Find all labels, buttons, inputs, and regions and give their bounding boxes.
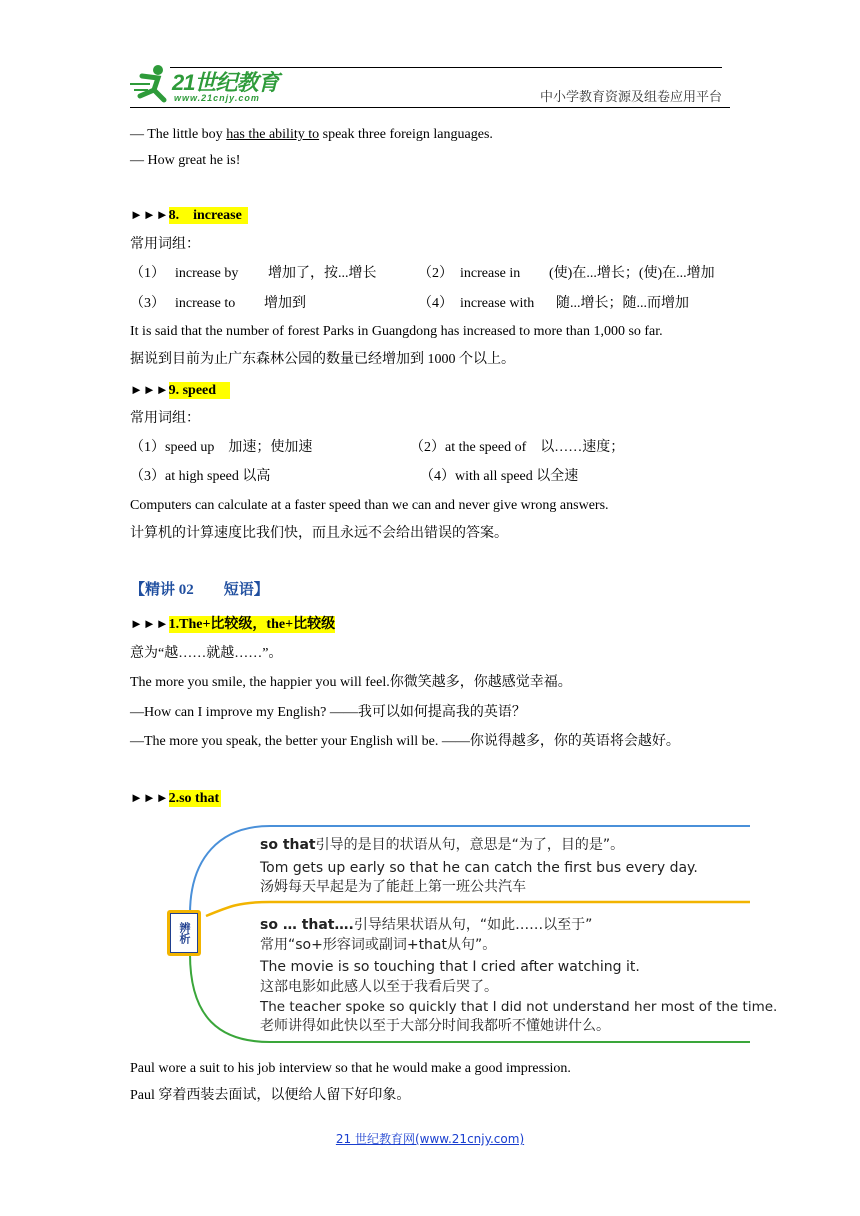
intro-line-1-post: speak three foreign languages. <box>319 127 493 142</box>
branch1-keyword: so that <box>260 837 316 853</box>
item9-p3: （3）at high speed 以高 <box>130 469 271 484</box>
item8-p4-en: increase with <box>460 296 535 311</box>
phrase2-heading <box>130 789 221 808</box>
item8-title: 8. increase <box>169 207 248 224</box>
item8-p1-num: （1） <box>130 266 165 281</box>
intro-line-1 <box>130 126 493 144</box>
logo-sub-text: www.21cnjy.com <box>174 93 260 103</box>
branch2-line3: The movie is so touching that I cried after watching it. <box>260 959 640 975</box>
item9-example-cn: 计算机的计算速度比我们快，而且永远不会给出错误的答案。 <box>130 526 508 541</box>
mind-map <box>160 818 778 1048</box>
phrase1-meaning: 意为“越……就越……”。 <box>130 646 283 661</box>
phrase2-example-en: Paul wore a suit to his job interview so that he would make a good impression. <box>130 1061 571 1076</box>
item8-p1-en: increase by <box>175 266 239 281</box>
item9-title: 9. speed <box>169 382 230 399</box>
item8-phrases-label: 常用词组： <box>130 237 200 252</box>
mind-center-label: 辨析 <box>178 922 191 944</box>
item8-p1-cn: 增加了，按...增长 <box>268 266 377 281</box>
item8-example-en: It is said that the number of forest Parks in Guangdong has increased to more than 1,000 so far. <box>130 324 663 339</box>
mind-center-node <box>167 910 201 956</box>
intro-line-2: — How great he is! <box>130 153 241 168</box>
branch2-line5: The teacher spoke so quickly that I did not understand her most of the time. <box>260 999 778 1015</box>
footer <box>0 1130 860 1148</box>
item8-p3-en: increase to <box>175 296 236 311</box>
branch1-line1 <box>260 836 624 855</box>
item8-p3-num: （3） <box>130 296 165 311</box>
item8-example-cn: 据说到目前为止广东森林公园的数量已经增加到 1000 个以上。 <box>130 352 515 367</box>
branch2-line1 <box>260 916 592 935</box>
section-heading: 【精讲 02 短语】 <box>130 582 269 598</box>
arrow-icon: ►►► <box>130 790 169 805</box>
branch2-line6: 老师讲得如此快以至于大部分时间我都听不懂她讲什么。 <box>260 1018 610 1034</box>
phrase1-heading <box>130 615 335 634</box>
branch2-line4: 这部电影如此感人以至于我看后哭了。 <box>260 979 498 995</box>
phrase2-example-cn: Paul 穿着西装去面试，以便给人留下好印象。 <box>130 1088 411 1103</box>
header-rule <box>170 67 722 68</box>
intro-underlined: has the ability to <box>226 127 320 142</box>
item8-p2-en: increase in <box>460 266 521 281</box>
arrow-icon: ►►► <box>130 616 169 631</box>
item9-heading <box>130 381 230 400</box>
item9-p4: （4）with all speed 以全速 <box>420 469 579 484</box>
phrase2-title: 2.so that <box>168 791 220 806</box>
item9-p1: （1）speed up 加速；使加速 <box>130 440 313 455</box>
branch1-line2: Tom gets up early so that he can catch the first bus every day. <box>260 860 698 876</box>
phrase1-ex1: The more you smile, the happier you will feel.你微笑越多，你越感觉幸福。 <box>130 675 572 690</box>
branch2-line2: 常用“so+形容词或副词+that从句”。 <box>260 937 497 953</box>
arrow-icon: ►►► <box>130 382 169 397</box>
footer-link[interactable]: 21 世纪教育网(www.21cnjy.com) <box>335 1132 525 1146</box>
mind-center-box <box>170 913 198 953</box>
logo-main-text: 21世纪教育 <box>172 70 279 95</box>
runner-logo-icon <box>128 62 174 104</box>
item8-p4-num: （4） <box>418 296 453 311</box>
phrase1-ex2: —How can I improve my English? ——我可以如何提高我的英语？ <box>130 705 526 720</box>
branch2-keyword: so … that…. <box>260 917 354 933</box>
arrow-icon: ►►► <box>130 207 169 222</box>
platform-label: 中小学教育资源及组卷应用平台 <box>540 89 723 104</box>
header-rule-bottom <box>130 107 730 108</box>
header <box>0 0 860 110</box>
branch1-line3: 汤姆每天早起是为了能赶上第一班公共汽车 <box>260 879 526 895</box>
item8-p2-num: （2） <box>418 266 453 281</box>
item8-heading <box>130 206 248 225</box>
phrase1-ex3: —The more you speak, the better your English will be. ——你说得越多，你的英语将会越好。 <box>130 734 680 749</box>
item9-phrases-label: 常用词组： <box>130 411 200 426</box>
item9-p2: （2）at the speed of 以……速度； <box>410 440 625 455</box>
branch1-line1-text: 引导的是目的状语从句，意思是“为了，目的是”。 <box>315 837 625 853</box>
item9-example-en: Computers can calculate at a faster speed than we can and never give wrong answers. <box>130 498 609 513</box>
item8-p4-cn: 随...增长；随...而增加 <box>556 296 689 311</box>
branch2-line1-text: 引导结果状语从句，“如此……以至于” <box>353 917 593 933</box>
item8-p3-cn: 增加到 <box>264 296 306 311</box>
phrase1-title: 1.The+比较级，the+比较级 <box>168 617 336 632</box>
intro-line-1-pre: — The little boy <box>130 127 227 142</box>
item8-p2-cn: (使)在...增长；(使)在...增加 <box>549 266 715 281</box>
